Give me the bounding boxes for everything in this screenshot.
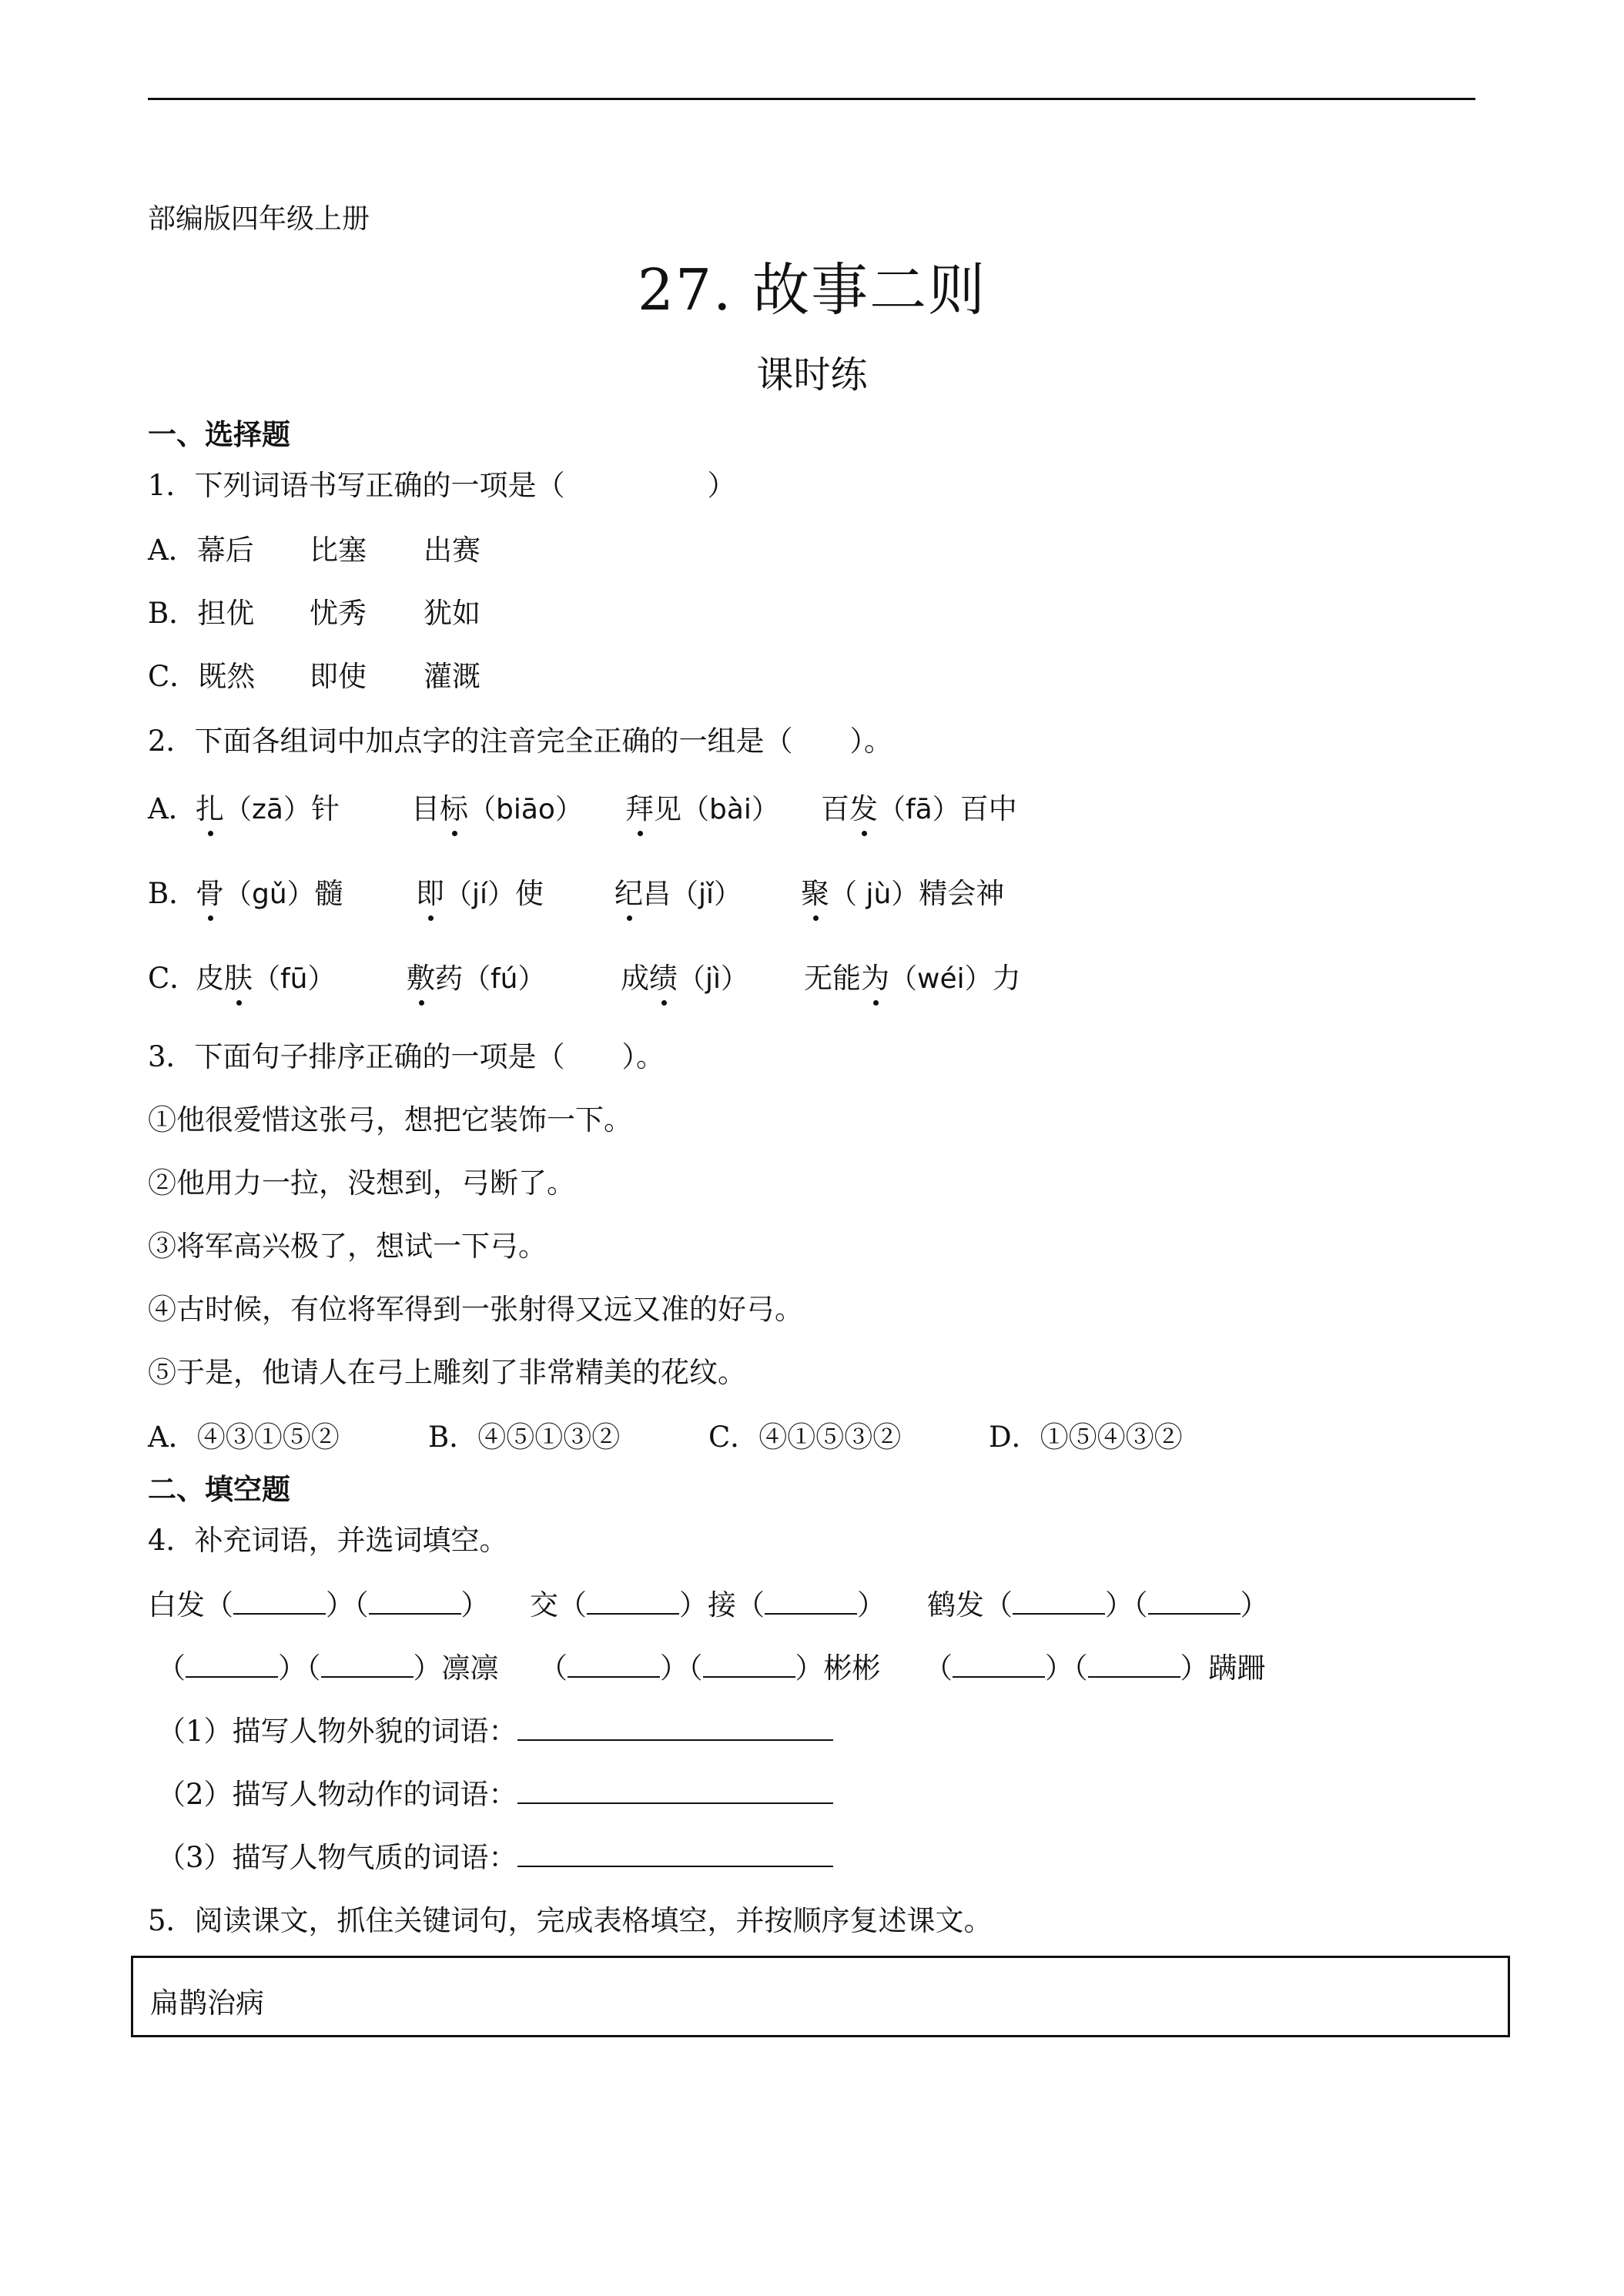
top-rule — [148, 98, 1475, 100]
q2-option-b-item4: 聚（ jù）精会神 — [801, 870, 1004, 912]
q5-stem: 5．阅读课文，抓住关键词句，完成表格填空，并按顺序复述课文。 — [148, 1904, 993, 1937]
emphasis-dot-char: 为 — [861, 955, 889, 996]
idiom-fill: （ ）（ ）凛凛 — [157, 1652, 499, 1685]
q1-option-b-word3: 犹如 — [424, 597, 481, 630]
emphasis-dot-char: 聚 — [801, 870, 829, 912]
section-heading-fill: 二、填空题 — [148, 1472, 290, 1506]
q2-option-a-item4: 百发（fā）百中 — [821, 785, 1017, 827]
blank-field[interactable] — [568, 1653, 660, 1678]
q3-sentence-4: ④古时候，有位将军得到一张射得又远又准的好弓。 — [148, 1293, 803, 1326]
edition-label: 部编版四年级上册 — [148, 203, 370, 235]
q1-option-b-word1: B．担优 — [148, 597, 255, 630]
idiom-fill: 鹤发（ ）（ ） — [927, 1588, 1269, 1622]
q4-sub-2: （2）描写人物动作的词语： — [157, 1771, 833, 1812]
q2-option-c-item3: 成绩（jì） — [621, 955, 748, 996]
emphasis-dot-char: 标 — [440, 785, 468, 827]
answer-line[interactable] — [517, 1715, 833, 1741]
page-subtitle: 课时练 — [756, 353, 868, 397]
idiom-fill: 交（ ）接（ ） — [530, 1588, 886, 1622]
emphasis-dot-char: 拜 — [625, 785, 654, 827]
page-title: 27. 故事二则 — [637, 257, 987, 323]
q1-option-a-word1: A．幕后 — [148, 534, 254, 567]
emphasis-dot-char: 敷 — [407, 955, 435, 996]
blank-field[interactable] — [703, 1653, 795, 1678]
q2-option-a-item3: 拜见（bài） — [625, 785, 779, 827]
blank-field[interactable] — [953, 1653, 1045, 1678]
blank-field[interactable] — [587, 1590, 679, 1615]
q1-option-a-word3: 出赛 — [424, 534, 481, 567]
emphasis-dot-char: 骨 — [196, 870, 224, 912]
q3-sentence-5: ⑤于是，他请人在弓上雕刻了非常精美的花纹。 — [148, 1356, 746, 1389]
q2-option-c-prefix: C． — [148, 962, 199, 995]
emphasis-dot-char: 纪 — [614, 870, 643, 912]
blank-field[interactable] — [233, 1590, 326, 1615]
q4-stem: 4．补充词语，并选词填空。 — [148, 1524, 508, 1557]
q2-option-a-item1: 扎（zā）针 — [196, 785, 340, 827]
q1-stem: 1．下列词语书写正确的一项是（ ） — [148, 469, 736, 502]
emphasis-dot-char: 扎 — [196, 785, 224, 827]
emphasis-dot-char: 绩 — [649, 955, 678, 996]
q3-stem: 3．下面句子排序正确的一项是（ ）。 — [148, 1040, 665, 1073]
idiom-fill: 白发（ ）（ ） — [148, 1588, 490, 1622]
q4-sub-3: （3）描写人物气质的词语： — [157, 1834, 833, 1876]
emphasis-dot-char: 肤 — [224, 955, 253, 996]
q1-option-a-word2: 比塞 — [310, 534, 367, 567]
q5-table-cell: 扁鹊治病 — [150, 1986, 264, 2020]
answer-line[interactable] — [517, 1778, 833, 1804]
q2-option-a-item2: 目标（biāo） — [411, 785, 583, 827]
idiom-fill: （ ）（ ）蹒跚 — [924, 1652, 1266, 1685]
section-heading-choice: 一、选择题 — [148, 417, 290, 451]
q3-sentence-1: ①他很爱惜这张弓，想把它装饰一下。 — [148, 1103, 632, 1136]
q2-option-c-item1: 皮肤（fū） — [196, 955, 336, 996]
q1-option-c-word3: 灌溉 — [424, 660, 481, 693]
q2-stem: 2．下面各组词中加点字的注音完全正确的一组是（ ）。 — [148, 725, 893, 758]
q1-option-c-word1: C．既然 — [148, 660, 256, 693]
q1-option-b-word2: 忧秀 — [310, 597, 367, 630]
q2-option-b-prefix: B． — [148, 877, 198, 910]
q3-option-b: B．④⑤①③② — [428, 1421, 621, 1454]
q3-sentence-2: ②他用力一拉，没想到，弓断了。 — [148, 1166, 575, 1200]
q2-option-b-item1: 骨（gǔ）髓 — [196, 870, 343, 912]
q5-table — [131, 1956, 1510, 2037]
emphasis-dot-char: 发 — [849, 785, 878, 827]
idiom-fill: （ ）（ ）彬彬 — [539, 1652, 881, 1685]
q4-sub-1: （1）描写人物外貌的词语： — [157, 1708, 833, 1749]
q1-option-c-word2: 即使 — [310, 660, 367, 693]
q3-sentence-3: ③将军高兴极了，想试一下弓。 — [148, 1230, 547, 1263]
blank-field[interactable] — [765, 1590, 857, 1615]
blank-field[interactable] — [1088, 1653, 1180, 1678]
blank-field[interactable] — [321, 1653, 414, 1678]
q2-option-a-prefix: A． — [148, 792, 197, 825]
q2-option-b-item2: 即（jí）使 — [416, 870, 544, 912]
q3-option-a: A．④③①⑤② — [148, 1421, 340, 1454]
q2-option-b-item3: 纪昌（jǐ） — [614, 870, 742, 912]
q3-option-c: C．④①⑤③② — [708, 1421, 902, 1454]
blank-field[interactable] — [1013, 1590, 1105, 1615]
q2-option-c-item2: 敷药（fú） — [407, 955, 546, 996]
answer-line[interactable] — [517, 1841, 833, 1867]
q3-option-d: D．①⑤④③② — [989, 1421, 1183, 1454]
emphasis-dot-char: 即 — [416, 870, 444, 912]
blank-field[interactable] — [1148, 1590, 1241, 1615]
q2-option-c-item4: 无能为（wéi）力 — [804, 955, 1021, 996]
blank-field[interactable] — [369, 1590, 461, 1615]
blank-field[interactable] — [186, 1653, 278, 1678]
